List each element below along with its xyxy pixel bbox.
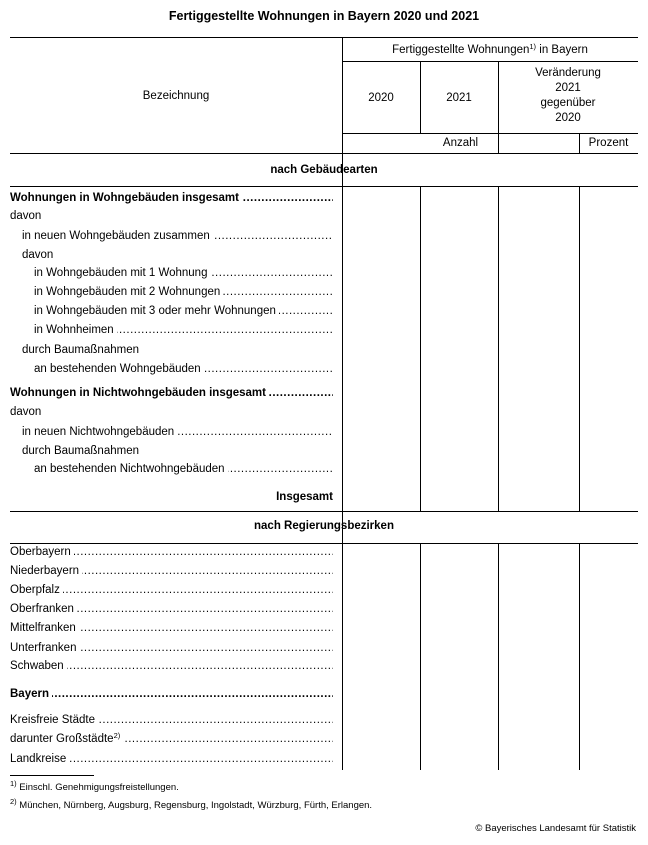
- row-label-text: [34, 267, 210, 279]
- header-change-l3: gegenüber: [540, 97, 596, 109]
- row-label: [34, 285, 333, 299]
- row-label-value: in Wohngebäuden mit 3 oder mehr Wohnungen: [34, 305, 276, 317]
- row-label: [34, 266, 333, 280]
- row-label: [10, 209, 333, 223]
- header-unit-prozent: Prozent: [588, 137, 629, 149]
- row-label-value: Oberfranken: [10, 603, 74, 615]
- row-label-value: Oberpfalz: [10, 584, 60, 596]
- row-label-value: an bestehenden Nichtwohngebäuden: [34, 463, 225, 475]
- row-label-value: durch Baumaßnahmen: [22, 344, 139, 356]
- row-label: [10, 191, 333, 205]
- row-label-text: [10, 753, 69, 765]
- table-title: Fertiggestellte Wohnungen in Bayern 2020 und 2021: [168, 9, 480, 23]
- row-label-value: Landkreise: [10, 753, 67, 765]
- row-label-text: [22, 230, 213, 242]
- row-label-text: [34, 463, 228, 475]
- row-label-value: darunter Großstädte: [10, 733, 114, 745]
- footnote-2-text: München, Nürnberg, Augsburg, Regensburg, Ingolstadt, Würzburg, Fürth, Erlangen.: [16, 800, 373, 811]
- col-separator-change-body2: [579, 543, 580, 770]
- row-label-text: [22, 426, 177, 438]
- row-label-value: Mittelfranken: [10, 622, 76, 634]
- row-label-text: Insgesamt: [276, 491, 333, 503]
- header-change-l2: 2021: [555, 82, 581, 94]
- table-top-rule: [10, 37, 638, 38]
- row-label-text: [10, 387, 269, 399]
- row-label-value: davon: [10, 406, 42, 418]
- footnote-ref-2: 2): [113, 732, 121, 740]
- row-label-text: [10, 622, 79, 634]
- section-heading-gebaeudearten: nach Gebäudearten: [270, 164, 378, 176]
- row-label: [22, 229, 333, 243]
- row-label: [22, 444, 333, 458]
- row-label-text: [10, 584, 63, 596]
- row-label: [10, 490, 333, 504]
- row-label-value: Wohnungen in Wohngebäuden insgesamt: [10, 192, 239, 204]
- row-label-text: [10, 688, 52, 700]
- row-label-value: davon: [22, 249, 54, 261]
- header-group-suffix: in Bayern: [536, 44, 588, 56]
- row-label: [10, 659, 333, 673]
- row-label-text: [10, 565, 82, 577]
- col-separator-2020-body: [420, 186, 421, 511]
- row-label: [22, 425, 333, 439]
- section-rule-1: [10, 186, 638, 187]
- section-rule-2: [10, 511, 638, 512]
- row-label: [10, 621, 333, 635]
- row-label-text: [10, 642, 79, 654]
- row-label-value: Unterfranken: [10, 642, 77, 654]
- row-label: [34, 362, 333, 376]
- row-label-text: [10, 210, 44, 222]
- row-label-text: [22, 249, 56, 261]
- row-label: [10, 732, 333, 746]
- footnote-1-text: Einschl. Genehmigungsfreistellungen.: [16, 782, 179, 793]
- row-label: [10, 713, 333, 727]
- row-label-value: in Wohngebäuden mit 2 Wohnungen: [34, 286, 221, 298]
- row-label-value: Niederbayern: [10, 565, 80, 577]
- row-label-value: Schwaben: [10, 660, 64, 672]
- row-label: [34, 323, 333, 337]
- header-year-2020: 2020: [368, 92, 394, 104]
- header-bottom-rule: [10, 153, 638, 154]
- row-label: [34, 462, 333, 476]
- row-label: [10, 583, 333, 597]
- row-label-value: Kreisfreie Städte: [10, 714, 96, 726]
- row-label-text: [22, 344, 142, 356]
- header-change-l4: 2020: [555, 112, 581, 124]
- row-label-text: [10, 733, 123, 745]
- row-label: [22, 248, 333, 262]
- row-label: [10, 564, 333, 578]
- header-change-l1: Veränderung: [535, 67, 601, 79]
- col-separator-2021-body2: [498, 543, 499, 770]
- footnote-1-mark: 1): [10, 779, 17, 788]
- header-unit-anzahl: Anzahl: [442, 137, 479, 149]
- row-label: [10, 545, 333, 559]
- section-heading-regierungsbezirke: nach Regierungsbezirken: [254, 520, 394, 532]
- footnote-1: [10, 779, 179, 794]
- row-label: [10, 641, 333, 655]
- section-rule-3: [10, 543, 638, 544]
- row-label-text: [10, 660, 67, 672]
- row-label-text: [10, 603, 77, 615]
- row-label-value: in Wohngebäuden mit 1 Wohnung: [34, 267, 208, 279]
- row-label: [10, 752, 333, 766]
- col-separator-change-body: [579, 186, 580, 511]
- row-label-text: [34, 324, 117, 336]
- row-label-value: Bayern: [10, 688, 49, 700]
- row-label-value: Wohnungen in Nichtwohngebäuden insgesamt: [10, 387, 266, 399]
- header-group-text: Fertiggestellte Wohnungen: [392, 44, 530, 56]
- header-bezeichnung: Bezeichnung: [142, 90, 210, 102]
- header-year-2021: 2021: [446, 92, 472, 104]
- footnote-2-mark: 2): [10, 797, 17, 806]
- row-label-value: in Wohnheimen: [34, 324, 114, 336]
- row-label-text: [22, 445, 142, 457]
- row-label-text: [10, 546, 74, 558]
- row-label: [22, 343, 333, 357]
- header-group-rule: [342, 61, 638, 62]
- row-label-value: Oberbayern: [10, 546, 71, 558]
- header-group-label: [342, 43, 638, 57]
- row-label-text: [10, 406, 44, 418]
- row-label-text: [34, 286, 223, 298]
- footnote-2: [10, 797, 373, 812]
- row-label: [10, 602, 333, 616]
- row-label: [10, 687, 333, 701]
- row-label-value: in neuen Nichtwohngebäuden: [22, 426, 175, 438]
- copyright-notice: © Bayerisches Landesamt für Statistik: [475, 823, 636, 834]
- row-label-value: in neuen Wohngebäuden zusammen: [22, 230, 210, 242]
- row-label-value: an bestehenden Wohngebäuden: [34, 363, 201, 375]
- row-label: [10, 386, 333, 400]
- header-unit-rule: [342, 133, 638, 134]
- footnote-rule: [10, 775, 94, 776]
- row-label-text: [34, 305, 279, 317]
- row-label-text: [34, 363, 204, 375]
- row-label-value: durch Baumaßnahmen: [22, 445, 139, 457]
- col-separator-2020-body2: [420, 543, 421, 770]
- row-label: [34, 304, 333, 318]
- row-label: [10, 405, 333, 419]
- row-label-text: [10, 192, 242, 204]
- col-separator-2021-body: [498, 186, 499, 511]
- row-label-value: davon: [10, 210, 42, 222]
- row-label-text: [10, 714, 98, 726]
- footnote-ref-1: 1): [529, 42, 537, 51]
